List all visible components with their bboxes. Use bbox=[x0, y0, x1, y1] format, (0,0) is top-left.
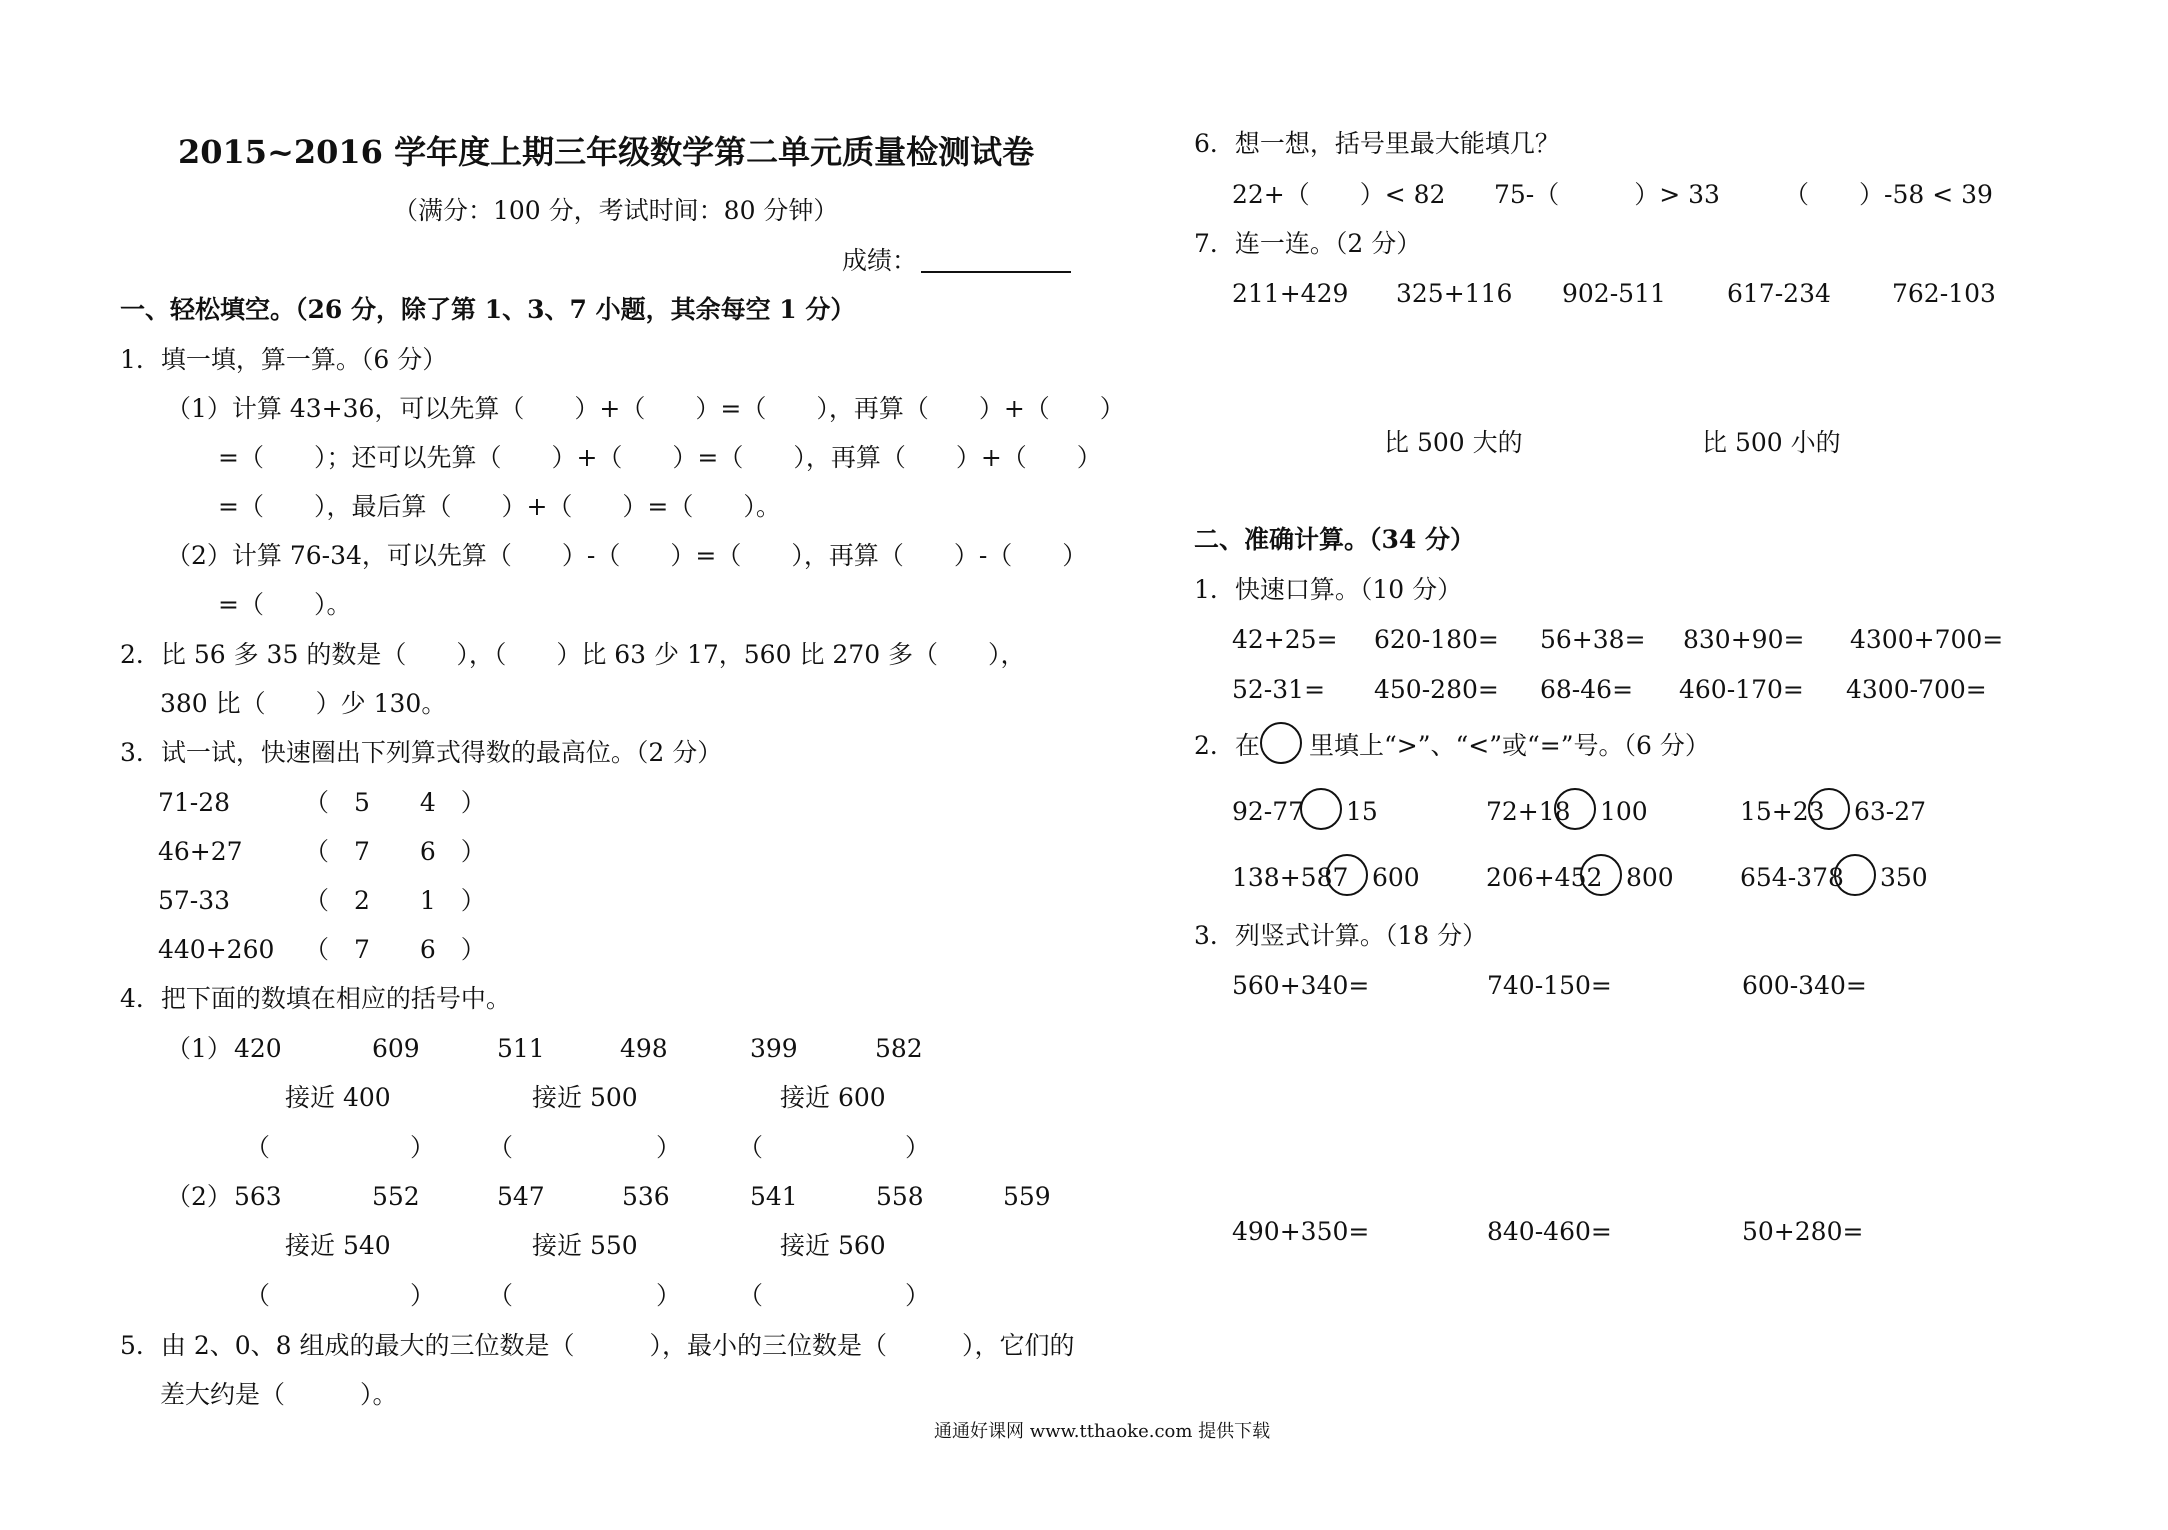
q4-number: 541 bbox=[750, 1182, 798, 1211]
q4-number: 399 bbox=[750, 1034, 798, 1063]
compare-right: 63-27 bbox=[1854, 797, 1927, 826]
q1-line-1: （1）计算 43+36，可以先算（ ）+（ ）=（ ），再算（ ）+（ ） bbox=[166, 394, 1125, 423]
q4-number: 609 bbox=[372, 1034, 420, 1063]
mental-math-item[interactable]: 830+90= bbox=[1683, 625, 1805, 654]
mental-math-item[interactable]: 450-280= bbox=[1374, 675, 1499, 704]
q3-expr: 71-28 bbox=[158, 788, 231, 817]
exam-info: （满分：100 分，考试时间：80 分钟） bbox=[393, 196, 839, 225]
vertical-calc-item[interactable]: 560+340= bbox=[1232, 971, 1370, 1000]
compare-circle[interactable] bbox=[1834, 854, 1876, 896]
q3-choice[interactable]: （ 7 6 ） bbox=[304, 837, 486, 866]
footer-credit: 通通好课网 www.tthaoke.com 提供下载 bbox=[934, 1421, 1271, 1442]
compare-left: 72+18 bbox=[1486, 797, 1571, 826]
section-1-heading: 一、轻松填空。（26 分，除了第 1、3、7 小题，其余每空 1 分） bbox=[120, 295, 856, 324]
q4-title: 4．把下面的数填在相应的括号中。 bbox=[120, 984, 511, 1013]
q4-number: 536 bbox=[622, 1182, 670, 1211]
q4-part1-label: （1） bbox=[166, 1034, 232, 1063]
mental-math-item[interactable]: 52-31= bbox=[1232, 675, 1326, 704]
mental-math-item[interactable]: 68-46= bbox=[1540, 675, 1634, 704]
compare-right: 100 bbox=[1600, 797, 1648, 826]
q2-line-1: 2．比 56 多 35 的数是（ ），（ ）比 63 少 17，560 比 270 多（ ）， bbox=[120, 640, 1026, 669]
q3-choice[interactable]: （ 5 4 ） bbox=[304, 788, 486, 817]
calc-q1-title: 1．快速口算。（10 分） bbox=[1194, 575, 1463, 604]
q4-number: 547 bbox=[497, 1182, 545, 1211]
q4-number: 552 bbox=[372, 1182, 420, 1211]
q3-title: 3．试一试，快速圈出下列算式得数的最高位。（2 分） bbox=[120, 738, 723, 767]
compare-left: 15+23 bbox=[1740, 797, 1825, 826]
q4-target-label: 接近 500 bbox=[532, 1083, 638, 1112]
answer-bracket-open[interactable]: （ bbox=[245, 1133, 271, 1162]
vertical-calc-item[interactable]: 600-340= bbox=[1742, 971, 1867, 1000]
calc-q2-title-a: 2．在 bbox=[1194, 731, 1260, 760]
answer-bracket-open[interactable]: （ bbox=[488, 1133, 514, 1162]
q1-line-4: （2）计算 76-34，可以先算（ ）-（ ）=（ ），再算（ ）-（ ） bbox=[166, 541, 1088, 570]
answer-bracket-open[interactable]: （ bbox=[738, 1281, 764, 1310]
mental-math-item[interactable]: 4300-700= bbox=[1846, 675, 1987, 704]
q4-target-label: 接近 400 bbox=[285, 1083, 391, 1112]
q4-target-label: 接近 600 bbox=[780, 1083, 886, 1112]
q7-group-label[interactable]: 比 500 大的 bbox=[1384, 428, 1523, 457]
q7-expr[interactable]: 325+116 bbox=[1396, 279, 1513, 308]
q4-target-label: 接近 550 bbox=[532, 1231, 638, 1260]
answer-bracket-close[interactable]: ） bbox=[905, 1281, 931, 1310]
q3-choice[interactable]: （ 2 1 ） bbox=[304, 886, 486, 915]
q3-expr: 440+260 bbox=[158, 935, 275, 964]
compare-left: 206+452 bbox=[1486, 863, 1603, 892]
q4-number: 559 bbox=[1003, 1182, 1051, 1211]
compare-left: 138+587 bbox=[1232, 863, 1349, 892]
q4-target-label: 接近 540 bbox=[285, 1231, 391, 1260]
answer-bracket-close[interactable]: ） bbox=[410, 1281, 436, 1310]
q7-group-label[interactable]: 比 500 小的 bbox=[1702, 428, 1841, 457]
calc-q3-title: 3．列竖式计算。（18 分） bbox=[1194, 921, 1488, 950]
q6-item[interactable]: 75-（ ）> 33 bbox=[1494, 180, 1720, 209]
q1-line-5: =（ ）。 bbox=[218, 590, 352, 619]
score-blank[interactable] bbox=[921, 249, 1071, 273]
answer-bracket-open[interactable]: （ bbox=[245, 1281, 271, 1310]
mental-math-item[interactable]: 460-170= bbox=[1679, 675, 1804, 704]
compare-right: 600 bbox=[1372, 863, 1420, 892]
q7-expr[interactable]: 902-511 bbox=[1562, 279, 1666, 308]
page-title: 2015~2016 学年度上期三年级数学第二单元质量检测试卷 bbox=[178, 133, 1035, 171]
answer-bracket-close[interactable]: ） bbox=[410, 1133, 436, 1162]
q4-number: 558 bbox=[876, 1182, 924, 1211]
q1-title: 1．填一填，算一算。（6 分） bbox=[120, 345, 448, 374]
q3-expr: 46+27 bbox=[158, 837, 243, 866]
mental-math-item[interactable]: 4300+700= bbox=[1850, 625, 2004, 654]
mental-math-item[interactable]: 56+38= bbox=[1540, 625, 1646, 654]
q6-item[interactable]: 22+（ ）< 82 bbox=[1232, 180, 1446, 209]
score-label: 成绩： bbox=[842, 246, 918, 275]
compare-circle[interactable] bbox=[1808, 788, 1850, 830]
answer-bracket-close[interactable]: ） bbox=[656, 1281, 682, 1310]
q4-number: 498 bbox=[620, 1034, 668, 1063]
compare-circle[interactable] bbox=[1554, 788, 1596, 830]
compare-right: 15 bbox=[1346, 797, 1378, 826]
section-2-heading: 二、准确计算。（34 分） bbox=[1194, 525, 1475, 554]
q4-number: 420 bbox=[234, 1034, 282, 1063]
mental-math-item[interactable]: 42+25= bbox=[1232, 625, 1338, 654]
q1-line-2: =（ ）；还可以先算（ ）+（ ）=（ ），再算（ ）+（ ） bbox=[218, 443, 1102, 472]
answer-bracket-open[interactable]: （ bbox=[488, 1281, 514, 1310]
q3-choice[interactable]: （ 7 6 ） bbox=[304, 935, 486, 964]
q7-title: 7．连一连。（2 分） bbox=[1194, 229, 1422, 258]
q6-title: 6．想一想，括号里最大能填几？ bbox=[1194, 129, 1560, 158]
answer-bracket-close[interactable]: ） bbox=[905, 1133, 931, 1162]
vertical-calc-item[interactable]: 490+350= bbox=[1232, 1217, 1370, 1246]
vertical-calc-item[interactable]: 740-150= bbox=[1487, 971, 1612, 1000]
calc-q2-title-b: 里填上“>”、“<”或“=”号。（6 分） bbox=[1309, 731, 1710, 760]
compare-left: 92-77 bbox=[1232, 797, 1305, 826]
q7-expr[interactable]: 211+429 bbox=[1232, 279, 1349, 308]
compare-left: 654-378 bbox=[1740, 863, 1844, 892]
compare-right: 800 bbox=[1626, 863, 1674, 892]
q4-number: 582 bbox=[875, 1034, 923, 1063]
compare-circle[interactable] bbox=[1300, 788, 1342, 830]
compare-circle[interactable] bbox=[1326, 854, 1368, 896]
mental-math-item[interactable]: 620-180= bbox=[1374, 625, 1499, 654]
vertical-calc-item[interactable]: 840-460= bbox=[1487, 1217, 1612, 1246]
compare-circle[interactable] bbox=[1580, 854, 1622, 896]
vertical-calc-item[interactable]: 50+280= bbox=[1742, 1217, 1864, 1246]
compare-right: 350 bbox=[1880, 863, 1928, 892]
q5-line-2: 差大约是（ ）。 bbox=[160, 1380, 398, 1409]
q1-line-3: =（ ），最后算（ ）+（ ）=（ ）。 bbox=[218, 492, 781, 521]
q6-item[interactable]: （ ）-58 < 39 bbox=[1784, 180, 1993, 209]
compare-circle-icon bbox=[1260, 722, 1302, 764]
answer-bracket-close[interactable]: ） bbox=[656, 1133, 682, 1162]
q4-target-label: 接近 560 bbox=[780, 1231, 886, 1260]
q3-expr: 57-33 bbox=[158, 886, 231, 915]
q7-expr[interactable]: 762-103 bbox=[1892, 279, 1996, 308]
q4-number: 511 bbox=[497, 1034, 545, 1063]
q4-part2-label: （2） bbox=[166, 1182, 232, 1211]
score-field bbox=[842, 248, 1071, 273]
q7-expr[interactable]: 617-234 bbox=[1727, 279, 1831, 308]
q2-line-2: 380 比（ ）少 130。 bbox=[160, 689, 447, 718]
answer-bracket-open[interactable]: （ bbox=[738, 1133, 764, 1162]
q5-line-1: 5．由 2、0、8 组成的最大的三位数是（ ），最小的三位数是（ ），它们的 bbox=[120, 1331, 1075, 1360]
q4-number: 563 bbox=[234, 1182, 282, 1211]
